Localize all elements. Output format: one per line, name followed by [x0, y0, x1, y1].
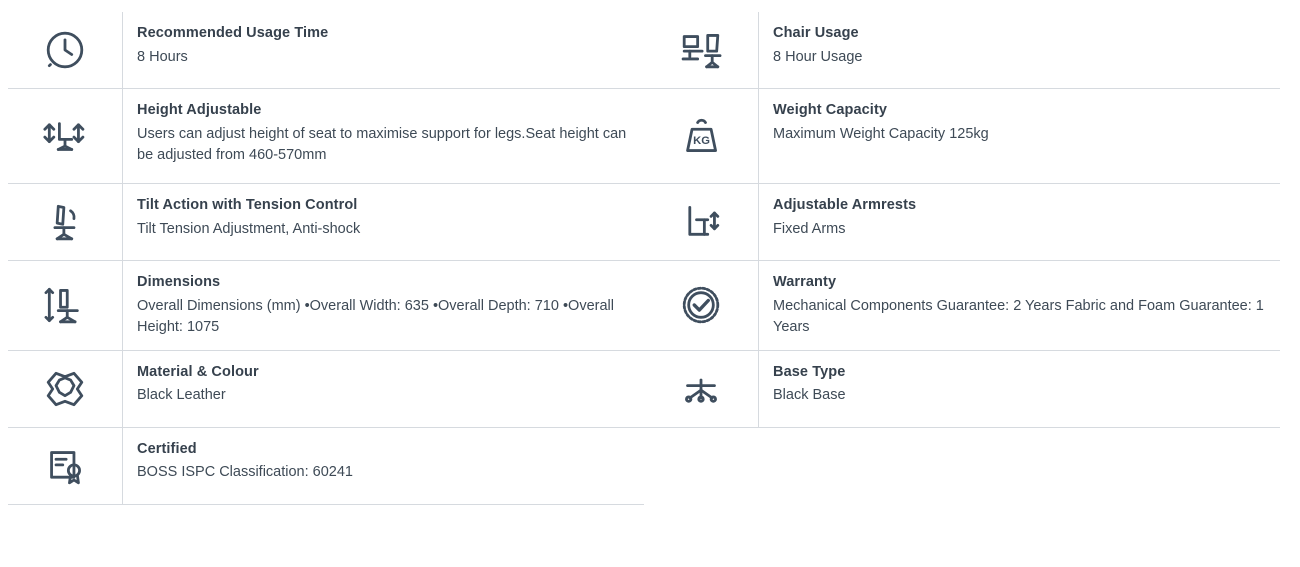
clock-icon: [8, 12, 123, 88]
table-row: [8, 261, 1280, 351]
certificate-icon: [8, 428, 123, 504]
spec-desc: 8 Hour Usage: [773, 48, 863, 65]
spec-desc: Tilt Tension Adjustment, Anti-shock: [137, 220, 361, 237]
spec-title: Height Adjustable: [137, 102, 262, 118]
table-row: [8, 350, 1280, 427]
table-cell-adjustable-armrests: [644, 184, 1280, 261]
table-row: [8, 184, 1280, 261]
spec-title: Warranty: [773, 274, 837, 290]
spec-title: Weight Capacity: [773, 102, 888, 118]
table-row: [8, 427, 1280, 504]
spec-desc: Overall Dimensions (mm) •Overall Width: 635 •Overall Depth: 710 •Overall Height: 1075: [137, 297, 614, 335]
table-cell-height-adjustable: [8, 89, 644, 184]
spec-title: Material & Colour: [137, 363, 259, 380]
spec-title: Certified: [137, 440, 197, 457]
table-cell-base-type: [644, 350, 1280, 427]
spec-desc: Users can adjust height of seat to maximise support for legs.Seat height can be adjusted from 460-570mm: [137, 125, 627, 163]
spec-desc: BOSS ISPC Classification: 60241: [137, 464, 353, 481]
warranty-badge-icon: [644, 261, 759, 350]
dimensions-chair-icon: [8, 261, 123, 350]
table-cell-certified: [8, 427, 644, 504]
specifications-table: [8, 12, 1280, 505]
spec-desc: Mechanical Components Guarantee: 2 Years Fabric and Foam Guarantee: 1 Years: [773, 297, 1264, 335]
table-cell-warranty: [644, 261, 1280, 351]
spec-title: Chair Usage: [773, 25, 859, 41]
spec-title: Dimensions: [137, 274, 221, 290]
table-row: [8, 89, 1280, 184]
weight-kg-icon: [644, 89, 759, 183]
svg-text:KG: KG: [693, 134, 710, 147]
leather-hide-icon: [8, 351, 123, 427]
spec-title: Base Type: [773, 363, 846, 380]
spec-desc: Fixed Arms: [773, 220, 846, 237]
spec-title: Recommended Usage Time: [137, 25, 329, 41]
spec-desc: Black Base: [773, 387, 846, 404]
table-cell-dimensions: [8, 261, 644, 351]
table-cell-chair-usage: [644, 12, 1280, 89]
table-cell-empty: [644, 427, 1280, 504]
table-cell-weight-capacity: [644, 89, 1280, 184]
spec-desc: Maximum Weight Capacity 125kg: [773, 125, 989, 142]
armrest-icon: [644, 184, 759, 260]
table-cell-material-colour: [8, 350, 644, 427]
spec-desc: Black Leather: [137, 387, 226, 404]
height-adjustable-chair-icon: [8, 89, 123, 183]
desk-chair-icon: [644, 12, 759, 88]
spec-desc: 8 Hours: [137, 48, 188, 65]
spec-title: Tilt Action with Tension Control: [137, 197, 358, 213]
tilt-chair-icon: [8, 184, 123, 260]
table-cell-tilt-action: [8, 184, 644, 261]
spec-title: Adjustable Armrests: [773, 197, 917, 213]
chair-base-icon: [644, 351, 759, 427]
table-cell-usage-time: [8, 12, 644, 89]
table-row: [8, 12, 1280, 89]
